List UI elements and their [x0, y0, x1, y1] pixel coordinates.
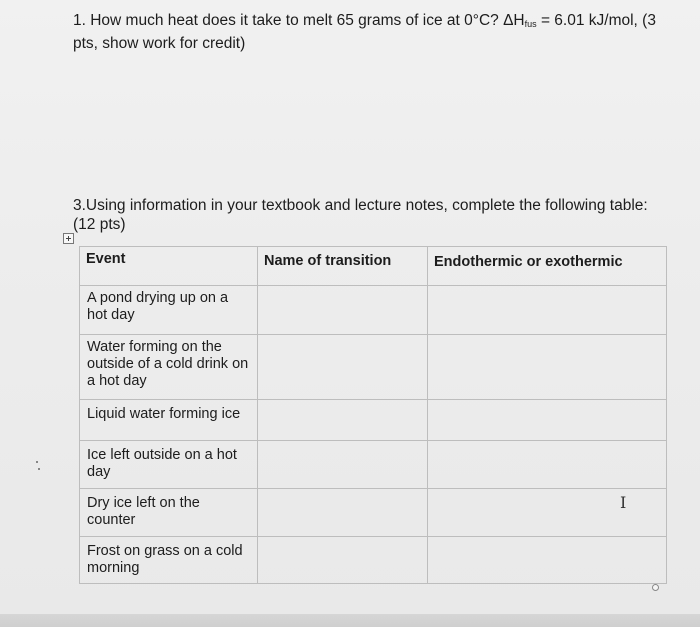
question-1-text: 1. How much heat does it take to melt 65 grams of ice at 0°C? ΔH: [73, 12, 525, 29]
table-header-row: [80, 247, 667, 286]
event-cell: [80, 400, 258, 441]
event-text: Liquid water forming ice: [87, 406, 241, 422]
endo-exo-input-cell[interactable]: [428, 489, 667, 537]
endo-exo-value[interactable]: [428, 441, 666, 445]
table-row: [80, 286, 667, 335]
event-text: Dry ice left on the counter: [87, 495, 200, 528]
text-cursor-icon: I: [620, 493, 627, 512]
header-endo-exo-label: Endothermic or exothermic: [434, 254, 623, 270]
speck-mark: [36, 461, 38, 463]
transition-input-cell[interactable]: [258, 441, 428, 489]
transition-value[interactable]: [258, 537, 427, 541]
table-row: [80, 400, 667, 441]
transition-value[interactable]: [258, 441, 427, 445]
header-event-label: Event: [86, 251, 126, 267]
page-edge: [0, 614, 700, 627]
event-cell: [80, 537, 258, 584]
transition-value[interactable]: [258, 286, 427, 290]
header-event: [80, 247, 258, 286]
endo-exo-value[interactable]: [428, 537, 666, 541]
endo-exo-input-cell[interactable]: [428, 537, 667, 584]
event-cell: [80, 489, 258, 537]
transition-input-cell[interactable]: [258, 400, 428, 441]
endo-exo-value[interactable]: [428, 335, 666, 339]
transition-input-cell[interactable]: [258, 489, 428, 537]
endo-exo-input-cell[interactable]: [428, 441, 667, 489]
endo-exo-input-cell[interactable]: [428, 335, 667, 400]
endo-exo-input-cell[interactable]: [428, 286, 667, 335]
transition-value[interactable]: [258, 489, 427, 493]
event-text: Frost on grass on a cold morning: [87, 543, 243, 576]
transitions-table: [79, 246, 667, 584]
transition-value[interactable]: [258, 400, 427, 404]
header-transition: [258, 247, 428, 286]
speck-mark: [38, 468, 40, 470]
question-3: 3.Using information in your textbook and lecture notes, complete the following table: (12 pts): [73, 197, 648, 233]
event-cell: [80, 335, 258, 400]
endo-exo-value[interactable]: [428, 400, 666, 404]
event-cell: [80, 441, 258, 489]
endo-exo-value[interactable]: [428, 286, 666, 290]
endo-exo-value[interactable]: [428, 489, 666, 493]
transition-input-cell[interactable]: [258, 286, 428, 335]
table-row: [80, 537, 667, 584]
transition-input-cell[interactable]: [258, 537, 428, 584]
transition-input-cell[interactable]: [258, 335, 428, 400]
question-1-text-end: = 6.01 kJ/mol, (3 pts, show work for credit): [73, 12, 656, 52]
event-text: Ice left outside on a hot day: [87, 447, 237, 480]
fus-subscript: fus: [524, 19, 537, 29]
event-text: Water forming on the outside of a cold drink on a hot day: [87, 339, 249, 389]
event-text: A pond drying up on a hot day: [87, 290, 229, 323]
table-row: [80, 441, 667, 489]
table-row: [80, 335, 667, 400]
header-transition-label: Name of transition: [264, 253, 392, 269]
question-1: [73, 11, 673, 53]
table-move-handle-icon[interactable]: [63, 233, 74, 244]
endo-exo-input-cell[interactable]: [428, 400, 667, 441]
header-endo-exo: [428, 247, 667, 286]
transition-value[interactable]: [258, 335, 427, 339]
table-row: [80, 489, 667, 537]
event-cell: [80, 286, 258, 335]
table-resize-handle-icon[interactable]: [652, 584, 659, 591]
